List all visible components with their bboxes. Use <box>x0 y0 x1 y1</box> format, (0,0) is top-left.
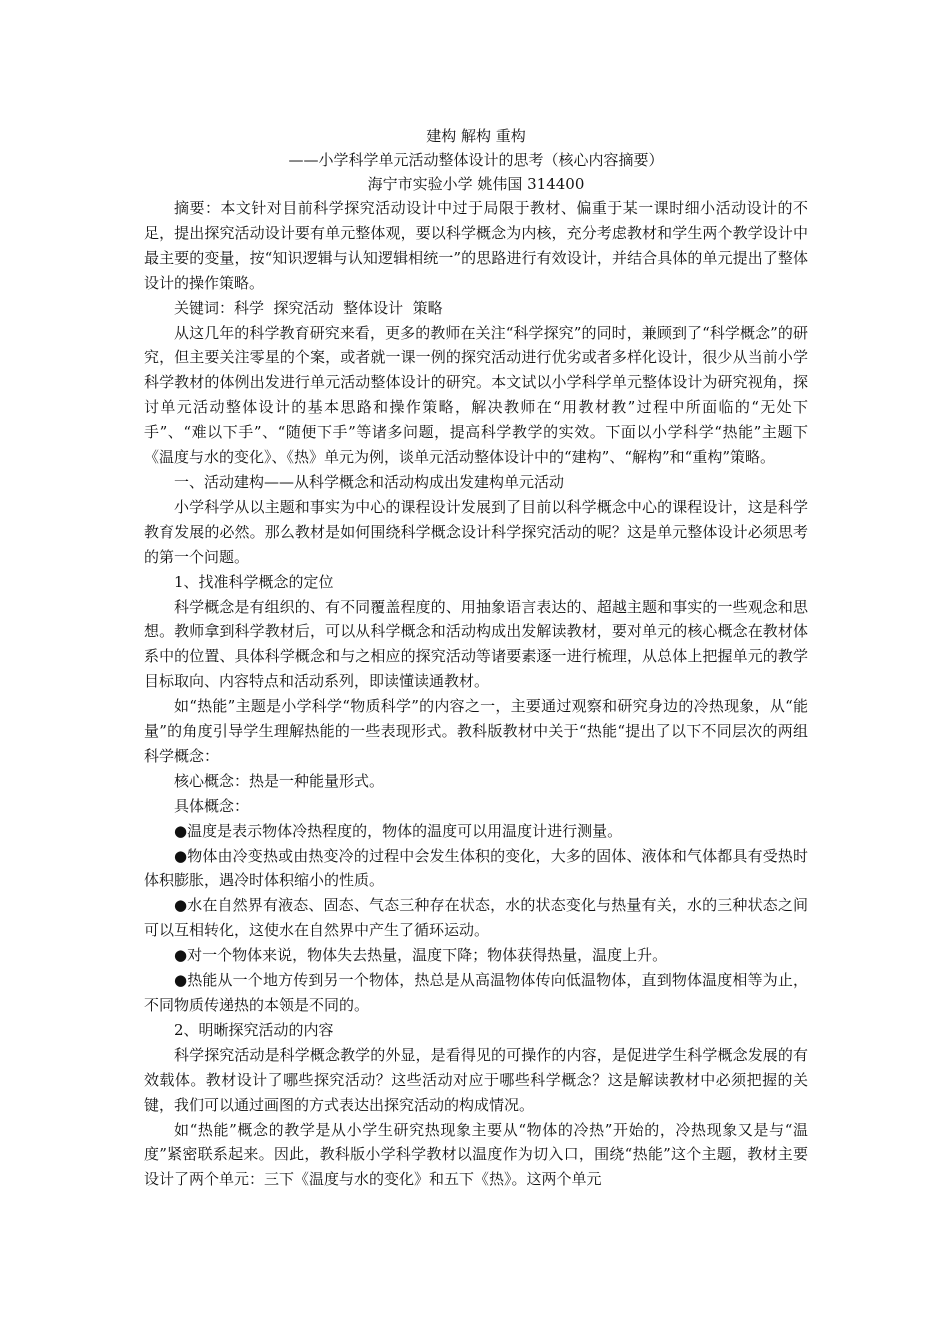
body-paragraph: 如“热能”主题是小学科学“物质科学”的内容之一，主要通过观察和研究身边的冷热现象，从“能量”的角度引导学生理解热能的一些表现形式。教科版教材中关于“热能“提出了以下不同层次的两组科学概念： <box>144 697 808 765</box>
document-subtitle: ——小学科学单元活动整体设计的思考（核心内容摘要） <box>288 151 664 169</box>
subsection-heading: 2、明晰探究活动的内容 <box>174 1020 334 1039</box>
body-paragraph: 小学科学从以主题和事实为中心的课程设计发展到了目前以科学概念中心的课程设计，这是科学教育发展的必然。那么教材是如何围绕科学概念设计科学探究活动的呢？这是单元整体设计必须思考的第一个问题。 <box>144 497 808 566</box>
core-concept: 核心概念：热是一种能量形式。 <box>174 771 385 790</box>
body-paragraph: 科学探究活动是科学概念教学的外显，是看得见的可操作的内容，是促进学生科学概念发展的有效载体。教材设计了哪些探究活动？这些活动对应于哪些科学概念？这是解读教材中必须把握的关键，我们可以通过画图的方式表达出探究活动的构成情况。 <box>144 1045 808 1114</box>
bullet-item: ●热能从一个地方传到另一个物体，热总是从高温物体传向低温物体，直到物体温度相等为止，不同物质传递热的本领是不同的。 <box>144 971 808 1014</box>
document-page <box>144 124 808 1192</box>
bullet-item: ●物体由冷变热或由热变冷的过程中会发生体积的变化，大多的固体、液体和气体都具有受热时体积膨胀，遇冷时体积缩小的性质。 <box>144 846 808 890</box>
body-paragraph: 如“热能”概念的教学是从小学生研究热现象主要从“物体的冷热”开始的，冷热现象又是与“温度”紧密联系起来。因此，教科版小学科学教材以温度作为切入口，围绕“热能”这个主题，教材主要设计了两个单元：三下《温度与水的变化》和五下《热》。这两个单元 <box>144 1120 808 1189</box>
subsection-heading: 1、找准科学概念的定位 <box>174 572 334 591</box>
abstract-paragraph: 摘要：本文针对目前科学探究活动设计中过于局限于教材、偏重于某一课时细小活动设计的不足，提出探究活动设计要有单元整体观，要以科学概念为内核，充分考虑教材和学生两个教学设计中最主要的变量，按“知识逻辑与认知逻辑相统一”的思路进行有效设计，并结合具体的单元提出了整体设计的操作策略。 <box>144 199 808 292</box>
concept-heading: 具体概念： <box>174 796 250 815</box>
body-paragraph: 从这几年的科学教育研究来看，更多的教师在关注“科学探究”的同时，兼顾到了“科学概念”的研究，但主要关注零星的个案，或者就一课一例的探究活动进行优劣或者多样化设计，很少从当前小学科学教材的体例出发进行单元活动整体设计的研究。本文试以小学科学单元整体设计为研究视角，探讨单元活动整体设计的基本思路和操作策略，解决教师在“用教材教”过程中所面临的“无处下手”、“难以下手”、“随便下手”等诸多问题，提高科学教学的实效。下面以小学科学“热能”主题下《温度与水的变化》、《热》单元为例，谈单元活动整体设计中的“建构”、“解构”和“重构”策略。 <box>144 323 808 467</box>
section-heading: 一、活动建构——从科学概念和活动构成出发建构单元活动 <box>174 472 565 491</box>
title-block <box>144 124 808 196</box>
bullet-item: ●对一个物体来说，物体失去热量，温度下降；物体获得热量，温度上升。 <box>174 946 668 965</box>
bullet-item: ●温度是表示物体冷热程度的，物体的温度可以用温度计进行测量。 <box>174 821 623 840</box>
body-paragraph: 科学概念是有组织的、有不同覆盖程度的、用抽象语言表达的、超越主题和事实的一些观念和思想。教师拿到科学教材后，可以从科学概念和活动构成出发解读教材，要对单元的核心概念在教材体系中的位置、具体科学概念和与之相应的探究活动等诸要素逐一进行梳理，从总体上把握单元的教学目标取向、内容特点和活动系列，即读懂读通教材。 <box>144 597 808 691</box>
bullet-item: ●水在自然界有液态、固态、气态三种存在状态，水的状态变化与热量有关，水的三种状态之间可以互相转化，这使水在自然界中产生了循环运动。 <box>144 896 808 940</box>
document-author: 海宁市实验小学 姚伟国 314400 <box>367 175 585 193</box>
document-title: 建构 解构 重构 <box>426 127 526 145</box>
keywords-paragraph: 关键词：科学 探究活动 整体设计 策略 <box>174 298 443 317</box>
